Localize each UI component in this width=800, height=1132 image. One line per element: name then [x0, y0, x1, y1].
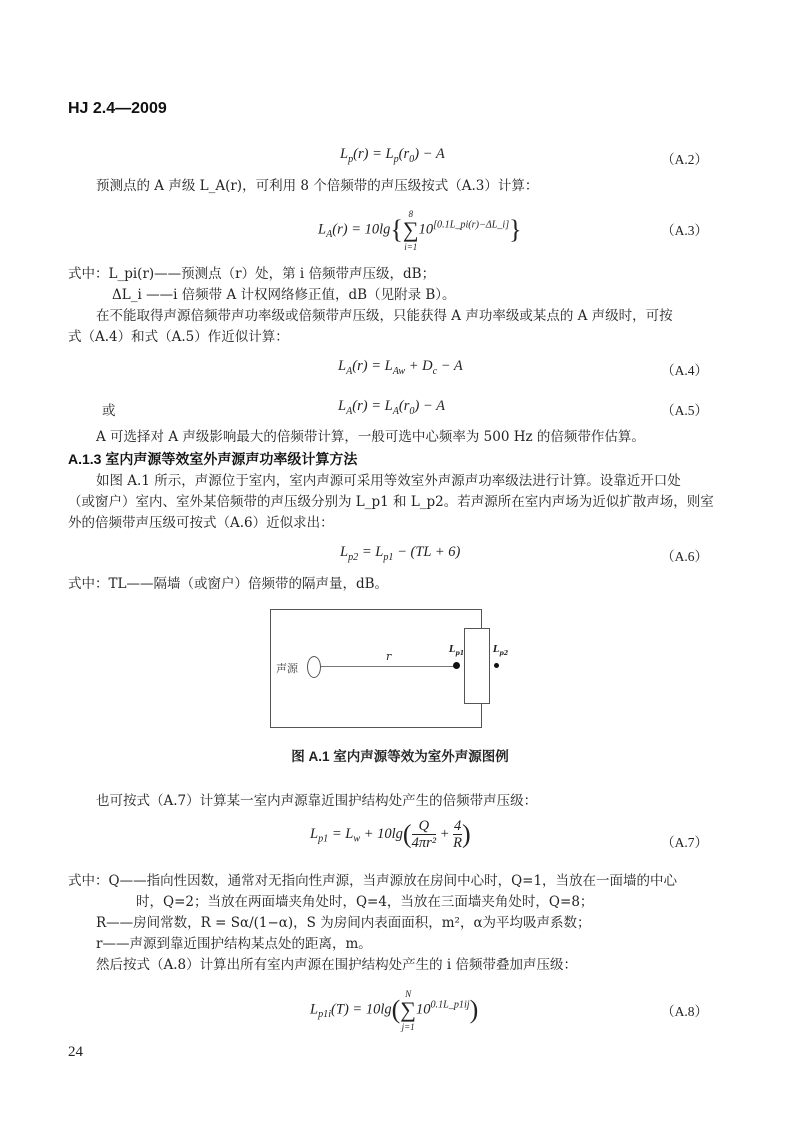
- figure-inner-point-label: $L_{p1}$: [449, 645, 465, 657]
- where-clause-q-line2: 时，Q=2；当放在两面墙夹角处时，Q=4，当放在三面墙夹角处时，Q=8；: [136, 894, 594, 910]
- equation-number-a2: （A.2）: [661, 152, 708, 167]
- where-clause-q-line1: 式中：Q——指向性因数，通常对无指向性声源，当声源放在房间中心时，Q=1，当放在一面墙的中心: [68, 873, 678, 889]
- paragraph-a8-intro: 然后按式（A.8）计算出所有室内声源在围护结构处产生的 i 倍频带叠加声压级：: [96, 957, 578, 973]
- paragraph-indoor-line2: （或窗户）室内、室外某倍频带的声压级分别为 L_p1 和 L_p2。若声源所在室内声场为近似扩散声场，则室: [68, 494, 714, 510]
- where-clause-r-room-constant: R——房间常数，R = Sα/(1−α)，S 为房间内表面面积，m²，α为平均吸声系数；: [96, 915, 591, 931]
- equation-a6: $L_{p2} = L_{p1} - (TL + 6)$: [340, 544, 461, 563]
- sound-source-icon: [307, 656, 321, 678]
- paragraph-a3-intro: 预测点的 A 声级 L_A(r)，可利用 8 个倍频带的声压级按式（A.3）计算：: [96, 178, 539, 194]
- figure-distance-label: r: [386, 650, 392, 663]
- figure-source-label: 声源: [276, 662, 298, 675]
- equation-number-a8: （A.8）: [661, 1004, 708, 1019]
- equation-number-a7: （A.7）: [661, 835, 708, 850]
- outer-point-marker: [494, 663, 499, 668]
- equation-a2: $L_p(r) = L_p(r_0) - A$: [340, 146, 445, 165]
- where-clause-delta-li: ΔL_i ——i 倍频带 A 计权网络修正值，dB（见附录 B）。: [112, 287, 456, 303]
- paragraph-indoor-line1: 如图 A.1 所示，声源位于室内，室内声源可采用等效室外声源声功率级法进行计算。设靠近开口处: [96, 473, 681, 489]
- figure-caption: 图 A.1 室内声源等效为室外声源图例: [291, 749, 509, 764]
- figure-wall-element: [464, 628, 490, 704]
- inner-point-marker: [453, 662, 460, 669]
- where-clause-r-distance: r——声源到靠近围护结构某点处的距离，m。: [96, 936, 372, 952]
- section-heading-a13: A.1.3 室内声源等效室外声源声功率级计算方法: [68, 451, 358, 467]
- equation-a4: $L_A(r) = L_{Aw} + D_c - A$: [338, 358, 463, 377]
- figure-distance-line: [321, 666, 456, 667]
- equation-a7: $L_{p1} = L_w + 10\lg$( $\frac{Q}{\text{4πr²}}$ + $\frac{4}{R}$ ): [310, 818, 471, 851]
- equation-number-a6: （A.6）: [661, 549, 708, 564]
- where-clause-tl: 式中：TL——隔墙（或窗户）倍频带的隔声量，dB。: [68, 576, 389, 592]
- paragraph-indoor-line3: 外的倍频带声压级可按式（A.6）近似求出：: [68, 515, 334, 531]
- equation-number-a5: （A.5）: [661, 403, 708, 418]
- equation-a5: $L_A(r) = L_A(r_0) - A$: [338, 398, 445, 417]
- paragraph-a-selection: A 可选择对 A 声级影响最大的倍频带计算，一般可选中心频率为 500 Hz 的倍频带作估算。: [96, 429, 645, 445]
- paragraph-a7-intro: 也可按式（A.7）计算某一室内声源靠近围护结构处产生的倍频带声压级：: [96, 793, 538, 809]
- equation-number-a3: （A.3）: [661, 223, 708, 238]
- page-number: 24: [68, 1044, 83, 1060]
- paragraph-approx-line1: 在不能取得声源倍频带声功率级或倍频带声压级，只能获得 A 声功率级或某点的 A 声级时，可按: [96, 308, 673, 324]
- document-code-header: HJ 2.4—2009: [68, 100, 167, 117]
- equation-a3: $L_A(r) = 10\lg\{8$ ∑ i=110[0.1L_pi(r)−ΔL_i]}: [318, 209, 522, 252]
- equation-a8: $L_{p1i}(T) = 10\lg(N$ ∑ $j=110^{0.1L\_p1ij}$): [310, 989, 479, 1032]
- where-clause-lpi: 式中：L_pi(r)——预测点（r）处，第 i 倍频带声压级，dB；: [68, 266, 436, 282]
- equation-a5-prefix: 或: [102, 403, 116, 419]
- figure-outer-point-label: $L_{p2}$: [493, 645, 509, 657]
- equation-number-a4: （A.4）: [661, 363, 708, 378]
- paragraph-approx-line2: 式（A.4）和式（A.5）作近似计算：: [68, 329, 289, 345]
- figure-room-boundary: [270, 609, 482, 728]
